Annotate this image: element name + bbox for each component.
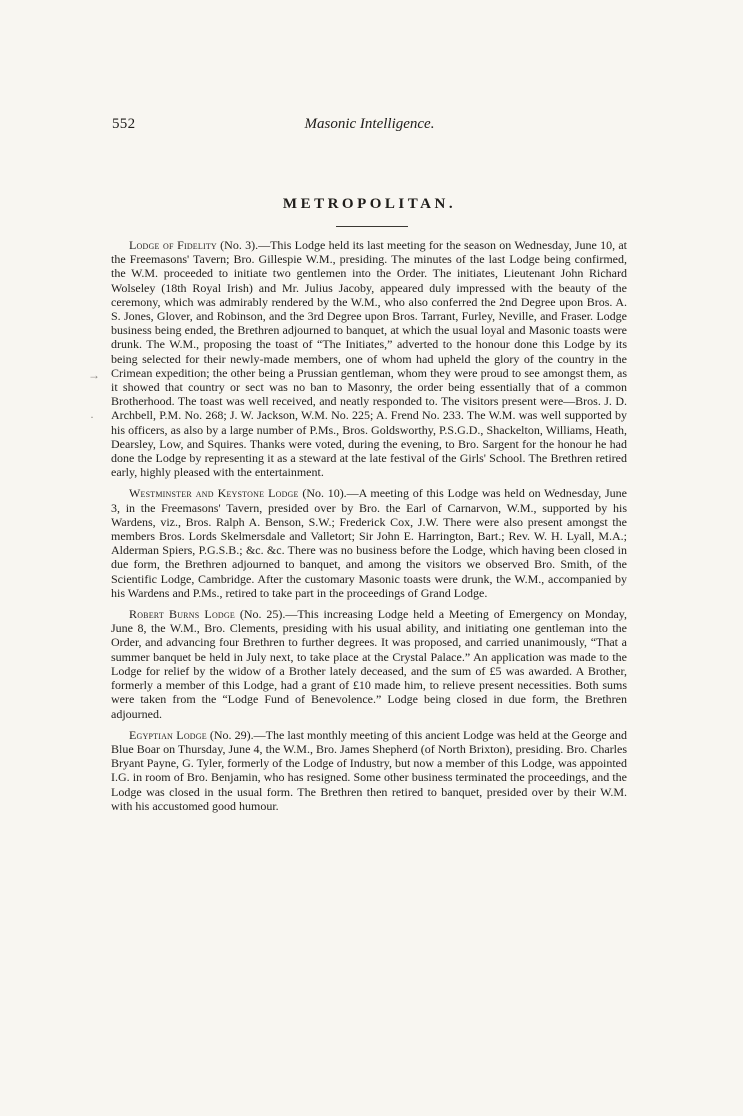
paragraph-egyptian-lodge [111,728,627,813]
paragraph-text: (No. 10).—A meeting of this Lodge was held on Wednesday, June 3, in the Freemasons' Tavern, presided over by Bro. the Earl of Carnarvon, W.M., supported by his Wardens, viz., Bros. Ralph A. Benson, S.W.; Frederick Cox, J.W. There were also present amongst the members Bros. Lords Skelmersdale and Valletort; Sir John E. Harrington, Bart.; Rev. W. H. Lyall, M.A.; Alderman Spiers, P.G.S.B.; &c. &c. There was no business before the Lodge, which having been closed in due form, the Brethren adjourned to banquet, and among the visitors we observed Bro. Smith, of the Scientific Lodge, Cambridge. After the customary Masonic toasts were drunk, the W.M., accompanied by his Wardens and P.Ms., retired to take part in the proceedings of Grand Lodge. [111,486,627,600]
paragraph-lead: Lodge of Fidelity [129,238,217,252]
article-body [111,238,627,820]
running-title: Masonic Intelligence. [304,116,435,132]
paragraph-lead: Westminster and Keystone Lodge [129,486,299,501]
paragraph-text: (No. 25).—This increasing Lodge held a Meeting of Emergency on Monday, June 8, the W.M., Bro. Clements, presiding with his usual ability, and initiating one gentleman into the Order, and advancing four Brethren to further degrees. It was proposed, and carried unanimously, “That a summer banquet be held in July next, to take place at the Crystal Palace.” An application was made to the Lodge for relief by the widow of a Brother lately deceased, and the sum of £5 was awarded. A Brother, formerly a member of this Lodge, had a grant of £10 made him, to relieve present necessities. Both sums were taken from the “Lodge Fund of Benevolence.” Lodge being closed in due form, the Brethren adjourned. [111,607,627,721]
running-head [112,116,627,138]
paragraph-text: (No. 3).—This Lodge held its last meeting for the season on Wednesday, June 10, at the Freemasons' Tavern; Bro. Gillespie W.M., presiding. The minutes of the last Lodge being confirmed, the W.M. proceeded to initiate two gentlemen into the Order. The initiates, Lieutenant John Richard Wolseley (18th Royal Irish) and Mr. Julius Jacoby, appeared duly impressed with the beauty of the ceremony, which was admirably rendered by the W.M., who also conferred the 2nd Degree upon Bros. A. S. Jones, Glover, and Robinson, and the 3rd Degree upon Bros. Tarrant, Furley, Neville, and Fraser. Lodge business being ended, the Brethren adjourned to banquet, at which the usual loyal and Masonic toasts were drunk. The W.M., proposing the toast of “The Initiates,” adverted to the honour done this Lodge by its being selected for their newly-made members, one of whom had upheld the glory of the country in the Crimean expedition; the other being a Prussian gentleman, whom they were proud to see amongst them, as it showed that country or sect was no ban to Masonry, the order being essentially that of a common Brotherhood. The toast was well received, and neatly responded to. The visitors present were—Bros. J. D. Archbell, P.M. No. 268; J. W. Jackson, W.M. No. 225; A. Frend No. 233. The W.M. was well supported by his officers, as also by a large number of P.Ms., Bros. Goldsworthy, P.S.G.D., Shackelton, Williams, Heath, Dearsley, Low, and Squires. Thanks were voted, during the evening, to Bro. Sargent for the honour he had done the Lodge by representing it as a steward at the late festival of the Girls' School. The Brethren retired early, highly pleased with the entertainment. [111,238,627,480]
page-number: 552 [112,116,136,132]
paragraph-text: (No. 29).—The last monthly meeting of this ancient Lodge was held at the George and Blue Boar on Thursday, June 4, the W.M., Bro. James Shepherd (of North Brixton), presiding. Bro. Charles Bryant Payne, G. Tyler, formerly of the Lodge of Industry, but now a member of this Lodge, was appointed I.G. in room of Bro. Benjamin, who has resigned. Some other business terminated the proceedings, and the Lodge was closed in the usual form. The Brethren then retired to banquet, presided over by their W.M. with his accustomed good humour. [111,727,627,813]
paragraph-lead: Egyptian Lodge [129,727,207,742]
paragraph-westminster-and-keystone [111,486,627,600]
section-title: METROPOLITAN. [282,196,457,212]
paragraph-robert-burns [111,607,627,721]
section-rule [336,226,408,227]
margin-arrow-mark: → [88,368,100,382]
margin-dot-mark: · [90,410,94,424]
paragraph-lodge-of-fidelity [111,238,627,479]
paragraph-lead: Robert Burns Lodge [129,607,235,622]
